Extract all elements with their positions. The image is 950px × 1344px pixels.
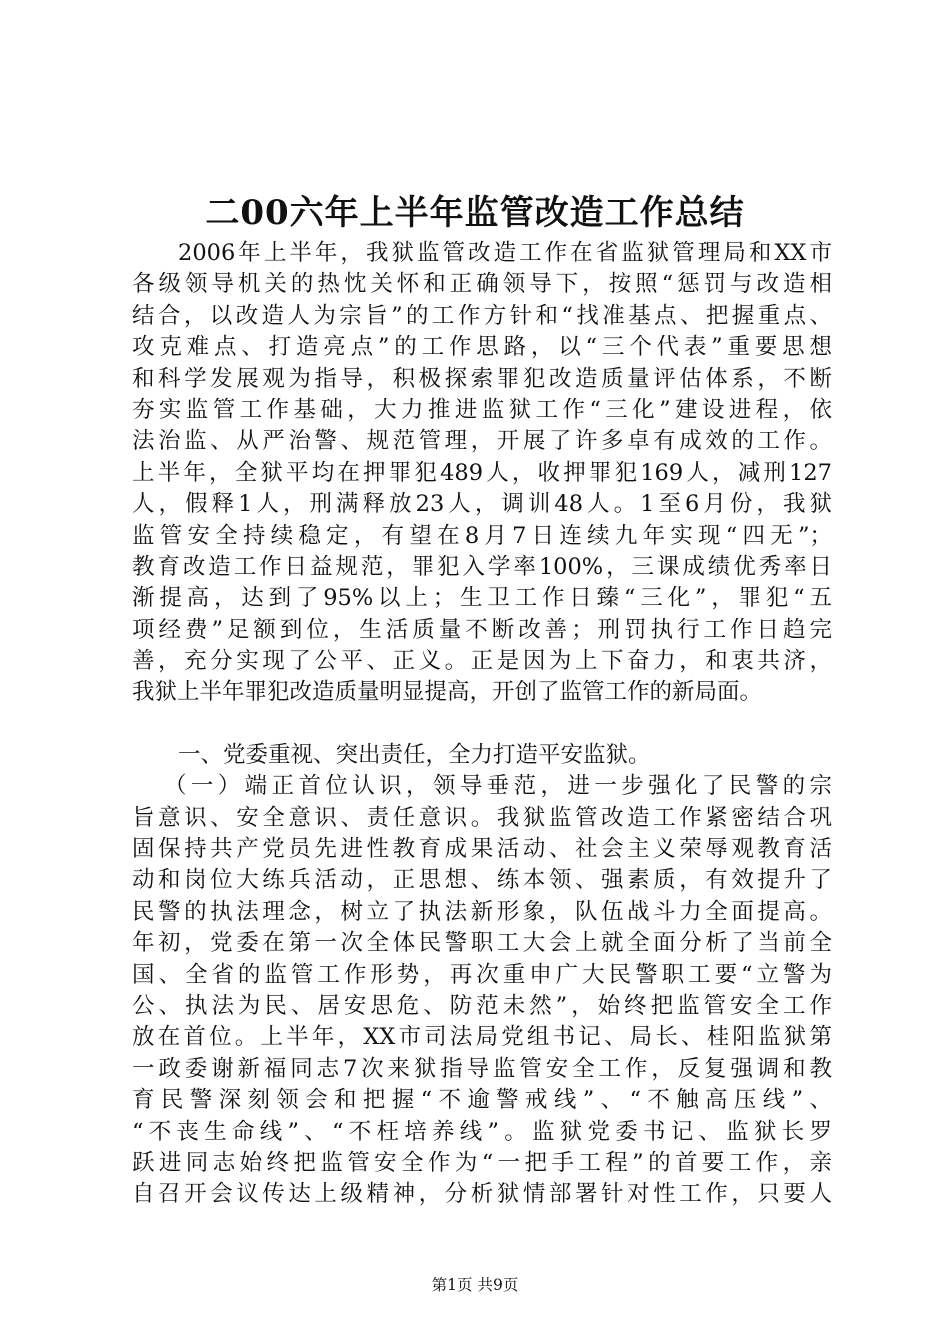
text-line: “不丧生命线”、“不枉培养线”。监狱党委书记、监狱长罗 (132, 1118, 832, 1145)
text-line: 固保持共产党员先进性教育成果活动、社会主义荣辱观教育活 (132, 836, 832, 863)
page-footer: 第1页 共9页 (431, 1276, 519, 1294)
text-line: 动和岗位大练兵活动，正思想、练本领、强素质，有效提升了 (132, 867, 832, 894)
document-body (132, 238, 832, 1211)
text-line: 一政委谢新福同志7次来狱指导监管安全工作，反复强调和教 (132, 1055, 832, 1082)
text-line: 人，假释1人，刑满释放23人，调训48人。1至6月份，我狱 (132, 491, 832, 518)
text-line: 公、执法为民、居安思危、防范未然”，始终把监管安全工作 (132, 992, 832, 1019)
text-line: 结合，以改造人为宗旨”的工作方针和“找准基点、把握重点、 (132, 302, 832, 329)
text-line: 我狱上半年罪犯改造质量明显提高，开创了监管工作的新局面。 (132, 679, 763, 706)
text-line: 攻克难点、打造亮点”的工作思路，以“三个代表”重要思想 (132, 334, 832, 361)
document-title: 二00六年上半年监管改造工作总结 (205, 193, 745, 233)
text-line: （一）端正首位认识，领导垂范，进一步强化了民警的宗 (164, 773, 832, 800)
text-line: 善，充分实现了公平、正义。正是因为上下奋力，和衷共济， (132, 648, 832, 675)
paragraph-intro (132, 238, 832, 709)
text-line: 旨意识、安全意识、责任意识。我狱监管改造工作紧密结合巩 (132, 804, 832, 831)
text-line: 和科学发展观为指导，积极探索罪犯改造质量评估体系，不断 (132, 365, 832, 392)
text-line: 国、全省的监管工作形势，再次重申广大民警职工要“立警为 (132, 961, 832, 988)
text-line: 渐提高，达到了95%以上；生卫工作日臻“三化”，罪犯“五 (132, 585, 832, 612)
text-line: 育民警深刻领会和把握“不逾警戒线”、“不触高压线”、 (132, 1087, 832, 1114)
text-line: 上半年，全狱平均在押罪犯489人，收押罪犯169人，减刑127 (132, 459, 832, 486)
text-line: 自召开会议传达上级精神，分析狱情部署针对性工作，只要人 (132, 1181, 832, 1208)
text-line: 民警的执法理念，树立了执法新形象，队伍战斗力全面提高。 (132, 898, 832, 925)
text-line: 项经费”足额到位，生活质量不断改善；刑罚执行工作日趋完 (132, 616, 832, 643)
text-line: 跃进同志始终把监管安全作为“一把手工程”的首要工作，亲 (132, 1149, 832, 1176)
paragraph-section1 (132, 771, 832, 1210)
section-heading: 一、党委重视、突出责任，全力打造平安监狱。 (178, 741, 651, 768)
text-line: 各级领导机关的热忱关怀和正确领导下，按照“惩罚与改造相 (132, 271, 832, 298)
text-line: 教育改造工作日益规范，罪犯入学率100%，三课成绩优秀率日 (132, 553, 832, 580)
text-line: 夯实监管工作基础，大力推进监狱工作“三化”建设进程，依 (132, 396, 832, 423)
text-line: 法治监、从严治警、规范管理，开展了许多卓有成效的工作。 (132, 428, 832, 455)
text-line: 监管安全持续稳定，有望在8月7日连续九年实现“四无”； (132, 522, 832, 549)
paragraph-gap (132, 709, 832, 740)
text-line: 放在首位。上半年，XX市司法局党组书记、局长、桂阳监狱第 (132, 1024, 832, 1051)
text-line: 2006年上半年，我狱监管改造工作在省监狱管理局和XX市 (178, 240, 832, 266)
text-line: 年初，党委在第一次全体民警职工大会上就全面分析了当前全 (132, 930, 832, 957)
